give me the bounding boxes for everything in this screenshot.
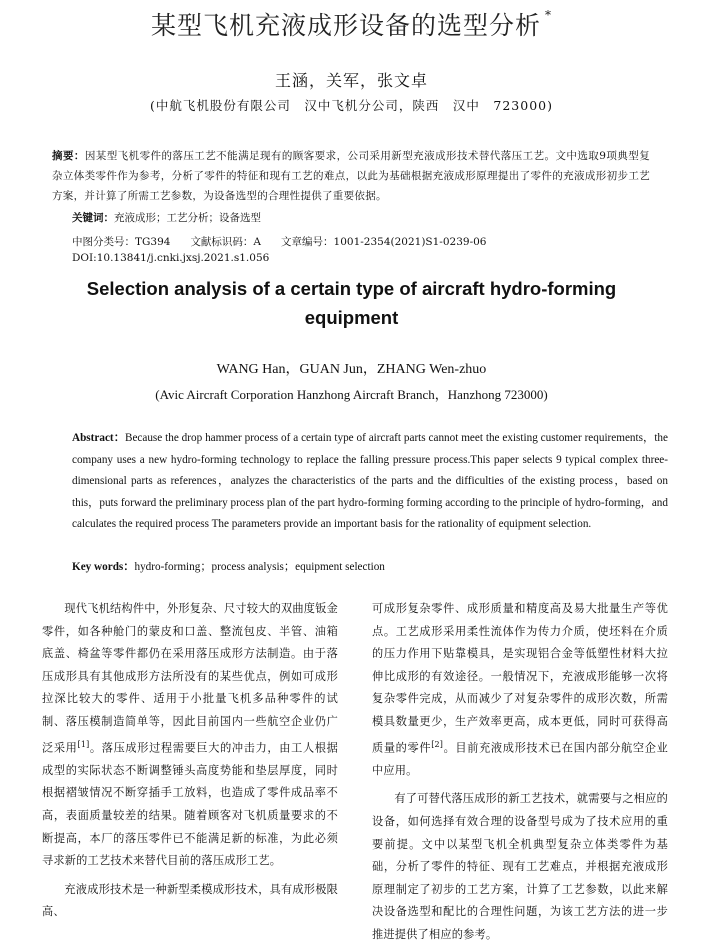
abstract-cn-text: 因某型飞机零件的落压工艺不能满足现有的顾客要求，公司采用新型充液成形技术替代落压工艺。文中选取9项典型复杂立体类零件作为参考，分析了零件的特征和现有工艺的难点，以此为基础根据充液成形原理提出了零件的充液成形初步工艺方案，并计算了所需工艺参数，为设备选型的合理性提供了重要依据。	[52, 150, 650, 202]
body-text: 。落压成形过程需要巨大的冲击力，由工人根据成型的实际状态不断调整锤头高度势能和垫层厚度，同时根据褶皱情况不断穿插手工放料，也造成了零件成品率不高，表面质量较差的结果。随着顾客对飞机质量要求的不断提高，本厂的落压零件已不能满足新的标准，为此必须寻求新的工艺技术来替代目前的落压成形工艺。	[42, 741, 338, 868]
body-column-right	[372, 598, 668, 947]
title-text: 某型飞机充液成形设备的选型分析	[150, 11, 541, 40]
doi: DOI:10.13841/j.cnki.jxsj.2021.s1.056	[72, 252, 270, 264]
abstract-en-label: Abstract：	[72, 432, 125, 444]
keywords-en-label: Key words：	[72, 561, 135, 573]
paper-title-en: Selection analysis of a certain type of aircraft hydro-forming equipment	[86, 278, 617, 328]
abstract-en-text: Because the drop hammer process of a certain type of aircraft parts cannot meet the existing customer requirements，the company uses a new hydro-forming technology to replace the falling pressure process.This paper selects 9 typical complex three-dimensional parts as references，analyzes the characteristics of the parts and the difficulties of the existing process，based on this，puts forward the preliminary process plan of the part hydro-forming forming according to the principle of hydro-forming，and calculates the required process The parameters provide an important basis for the rationality of equipment selection.	[72, 432, 668, 530]
citation-ref: [2]	[431, 739, 444, 749]
keywords-cn	[72, 210, 261, 225]
classification-line	[72, 234, 507, 249]
affiliation-cn: (中航飞机股份有限公司 汉中飞机分公司，陕西 汉中 723000)	[150, 98, 553, 113]
document-code: 文献标识码：A	[190, 236, 262, 248]
keywords-en-text: hydro-forming；process analysis；equipment selection	[134, 561, 385, 573]
affiliation-en: (Avic Aircraft Corporation Hanzhong Aircraft Branch，Hanzhong 723000)	[155, 387, 548, 402]
body-paragraph: 充液成形技术是一种新型柔模成形技术，具有成形极限高、	[42, 882, 338, 919]
paper-title-cn	[0, 6, 703, 42]
keywords-en	[72, 558, 385, 574]
body-text: 可成形复杂零件、成形质量和精度高及易大批量生产等优点。工艺成形采用柔性流体作为传力介质，使坯料在介质的压力作用下贴靠模具，是实现铝合金等低塑性材料大拉伸比成形的有效途径。一般情况下，充液成形能够一次将复杂零件完成，从而减少了对复杂零件的成形次数，所需模具数量更少，生产效率更高，成本更低，同时可获得高质量的零件	[372, 602, 668, 755]
body-paragraph: 有了可替代落压成形的新工艺技术，就需要与之相应的设备，如何选择有效合理的设备型号成为了技术应用的重要前提。文中以某型飞机全机典型复杂立体类零件为基础，分析了零件的特征、现有工艺难点，并根据充液成形原理制定了初步的工艺方案，计算了工艺参数，以此来解决设备选型和配比的合理性问题，为该工艺方法的进一步推进提供了相应的参考。	[372, 792, 668, 942]
citation-ref: [1]	[77, 739, 90, 749]
body-paragraph	[372, 598, 668, 782]
body-column-left	[42, 598, 338, 924]
abstract-en	[72, 428, 668, 536]
title-footnote-mark: *	[545, 8, 552, 22]
authors-cn: 王涵，关军，张文卓	[274, 71, 428, 90]
body-text: 现代飞机结构件中，外形复杂、尺寸较大的双曲度钣金零件，如各种舱门的蒙皮和口盖、整流包皮、半管、油箱底盖、椅盆等零件都仍在采用落压成形方法制造。由于落压成形具有其他成形方法所没有的某些优点，例如可成形拉深比较大的零件、适用于小批量飞机多品种零件的试制、落压模制造简单等，因此目前国内一些航空企业仍广泛采用	[42, 602, 338, 755]
abstract-cn-label: 摘要：	[52, 150, 85, 162]
keywords-cn-text: 充液成形；工艺分析；设备选型	[114, 212, 261, 224]
body-paragraph	[42, 598, 338, 873]
body-text: 。目前充液成形技术已在国内部分航空企业中应用。	[372, 741, 668, 777]
clc-number: 中图分类号：TG394	[72, 236, 171, 248]
article-number: 文章编号：1001-2354(2021)S1-0239-06	[281, 236, 487, 248]
authors-en: WANG Han，GUAN Jun，ZHANG Wen-zhuo	[216, 362, 487, 377]
abstract-cn	[52, 146, 650, 206]
keywords-cn-label: 关键词：	[72, 212, 114, 224]
